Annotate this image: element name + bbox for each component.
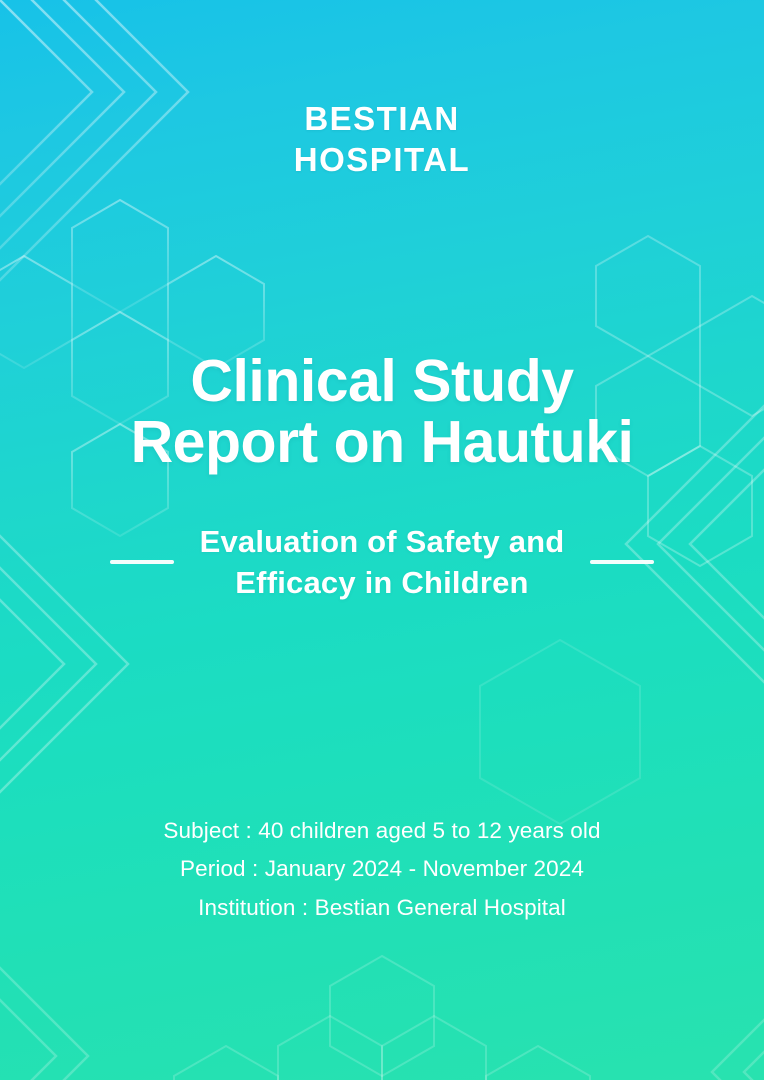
hospital-brand bbox=[294, 98, 470, 181]
divider-right bbox=[590, 560, 654, 564]
divider-left bbox=[110, 560, 174, 564]
brand-line-1: BESTIAN bbox=[304, 100, 460, 137]
page-title bbox=[110, 347, 655, 475]
metadata-subject: Subject : 40 children aged 5 to 12 years old bbox=[163, 817, 601, 843]
page-subtitle-line-1: Evaluation of Safety and bbox=[199, 524, 565, 560]
page-title-line-2: Report on Hautuki bbox=[130, 408, 634, 475]
page-subtitle-line-2: Efficacy in Children bbox=[235, 565, 529, 601]
brand-line-2: HOSPITAL bbox=[293, 141, 471, 179]
subtitle-row bbox=[110, 521, 655, 603]
page-subtitle bbox=[200, 521, 565, 603]
metadata-period: Period : January 2024 - November 2024 bbox=[180, 856, 584, 882]
title-block bbox=[110, 347, 655, 604]
page-title-line-1: Clinical Study bbox=[190, 347, 574, 414]
study-metadata bbox=[163, 812, 600, 928]
metadata-institution: Institution : Bestian General Hospital bbox=[198, 895, 566, 921]
